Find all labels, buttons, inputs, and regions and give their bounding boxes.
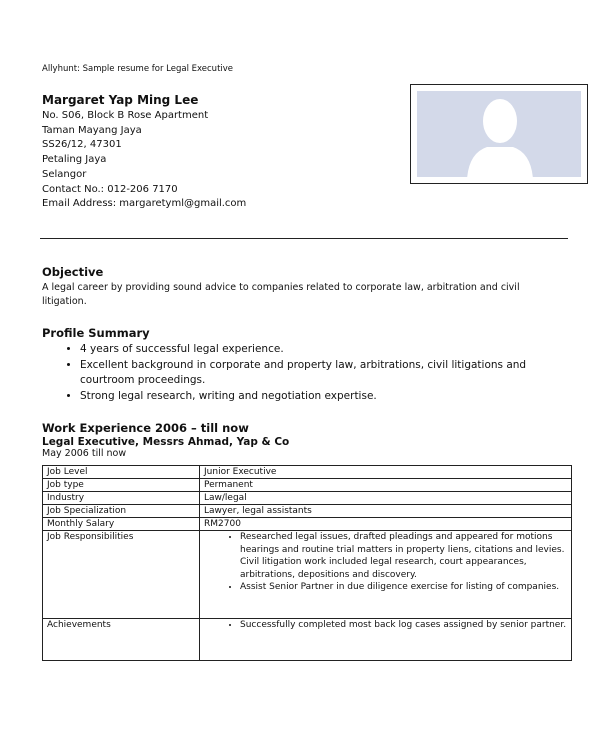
objective-section: [42, 265, 562, 309]
row-value: RM2700: [200, 518, 572, 531]
table-row: [43, 492, 572, 505]
candidate-name: Margaret Yap Ming Lee: [42, 93, 199, 107]
list-item: • Successfully completed most back log cases assigned by senior partner.: [240, 619, 567, 632]
work-heading: Work Experience 2006 – till now: [42, 421, 249, 435]
table-row: [43, 531, 572, 619]
address-line: No. S06, Block B Rose Apartment: [42, 110, 209, 121]
document-header: Allyhunt: Sample resume for Legal Executive: [42, 64, 234, 74]
row-label: Industry: [43, 492, 200, 505]
table-row: [43, 619, 572, 661]
objective-text: A legal career by providing sound advice to companies related to corporate law, arbitration and civil litigation.: [42, 282, 520, 307]
list-item: • Strong legal research, writing and negotiation expertise.: [80, 389, 562, 405]
objective-heading: Objective: [42, 265, 104, 279]
profile-photo-placeholder: [410, 84, 588, 184]
row-value: Law/legal: [200, 492, 572, 505]
divider: [40, 238, 568, 239]
row-value: Permanent: [200, 479, 572, 492]
profile-section: [42, 326, 562, 404]
row-value: [200, 531, 572, 619]
row-label: Achievements: [43, 619, 200, 661]
row-value: Lawyer, legal assistants: [200, 505, 572, 518]
table-row: [43, 466, 572, 479]
position-title: Legal Executive, Messrs Ahmad, Yap & Co: [42, 436, 290, 448]
email-address: Email Address: margaretyml@gmail.com: [42, 198, 247, 210]
row-value: Junior Executive: [200, 466, 572, 479]
row-label: Job Responsibilities: [43, 531, 200, 619]
row-value: [200, 619, 572, 661]
person-silhouette-icon: [417, 91, 581, 177]
address-line: Taman Mayang Jaya: [42, 124, 142, 136]
row-label: Job type: [43, 479, 200, 492]
address-line: SS26/12, 47301: [42, 139, 122, 151]
table-row: [43, 505, 572, 518]
contact-details: [42, 109, 246, 212]
list-item: • Researched legal issues, drafted pleadings and appeared for motions hearings and routine trial matters in property liens, citations and levies. Civil litigation work included legal research, court appearances, arbitrations, depositions and discovery.: [240, 531, 567, 581]
list-item: • 4 years of successful legal experience.: [80, 342, 562, 358]
contact-number: Contact No.: 012-206 7170: [42, 183, 178, 195]
profile-heading: Profile Summary: [42, 326, 150, 340]
work-section: [42, 421, 562, 459]
position-dates: May 2006 till now: [42, 448, 127, 459]
row-label: Job Level: [43, 466, 200, 479]
list-item: • Excellent background in corporate and property law, arbitrations, civil litigations and courtroom proceedings.: [80, 358, 562, 389]
row-label: Job Specialization: [43, 505, 200, 518]
address-line: Petaling Jaya: [42, 154, 107, 166]
table-row: [43, 518, 572, 531]
table-row: [43, 479, 572, 492]
row-label: Monthly Salary: [43, 518, 200, 531]
job-details-table: [42, 465, 572, 661]
list-item: • Assist Senior Partner in due diligence exercise for listing of companies.: [240, 581, 567, 594]
address-line: Selangor: [42, 168, 87, 180]
